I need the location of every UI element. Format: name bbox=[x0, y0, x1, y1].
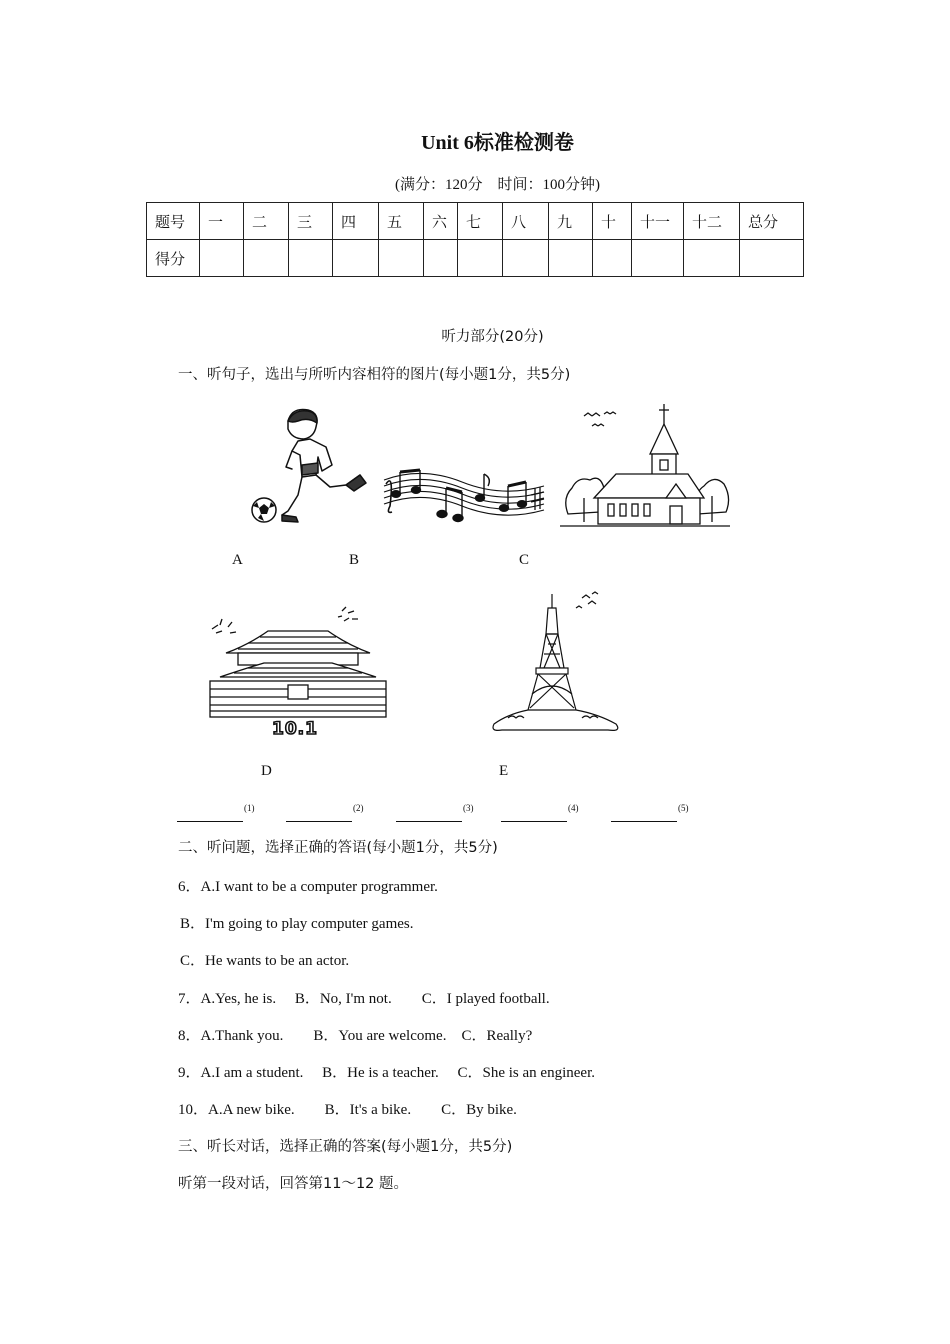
picture-label-b: B bbox=[349, 552, 360, 568]
score-cell[interactable] bbox=[333, 240, 379, 277]
score-cell[interactable] bbox=[244, 240, 289, 277]
table-cell: 题号 bbox=[147, 203, 200, 240]
score-table-header-row bbox=[147, 203, 804, 240]
table-cell: 得分 bbox=[147, 240, 200, 277]
picture-label-a: A bbox=[232, 552, 243, 568]
table-cell: 九 bbox=[549, 203, 593, 240]
table-cell: 五 bbox=[379, 203, 424, 240]
tiananmen-icon bbox=[208, 605, 388, 720]
table-cell: 一 bbox=[200, 203, 244, 240]
question-line: C．He wants to be an actor. bbox=[180, 953, 350, 969]
table-cell: 二 bbox=[244, 203, 289, 240]
picture-label-d: D bbox=[261, 763, 272, 779]
table-cell: 八 bbox=[503, 203, 549, 240]
question-line: 10．A.A new bike. B．It's a bike. C．By bike. bbox=[178, 1102, 517, 1118]
table-cell: 七 bbox=[458, 203, 503, 240]
church-icon bbox=[558, 402, 733, 530]
part3-note: 听第一段对话，回答第11～12 题。 bbox=[178, 1176, 409, 1192]
listening-section-title: 听力部分(20分) bbox=[441, 329, 544, 345]
answer-blank[interactable]: (5) bbox=[611, 803, 689, 822]
part2-title: 二、听问题，选择正确的答语(每小题1分，共5分) bbox=[178, 840, 498, 856]
question-line: 9．A.I am a student. B．He is a teacher. C．She is an engineer. bbox=[178, 1065, 595, 1081]
score-cell[interactable] bbox=[593, 240, 632, 277]
part3-title: 三、听长对话，选择正确的答案(每小题1分，共5分) bbox=[178, 1139, 513, 1155]
picture-label-e: E bbox=[499, 763, 509, 779]
picture-label-c: C bbox=[519, 552, 530, 568]
score-cell[interactable] bbox=[684, 240, 740, 277]
table-cell: 十二 bbox=[684, 203, 740, 240]
table-cell: 十一 bbox=[632, 203, 684, 240]
score-table-score-row bbox=[147, 240, 804, 277]
score-cell[interactable] bbox=[200, 240, 244, 277]
table-cell: 六 bbox=[424, 203, 458, 240]
answer-blank[interactable]: (4) bbox=[501, 803, 579, 822]
question-line: 8．A.Thank you. B．You are welcome. C．Really? bbox=[178, 1028, 533, 1044]
table-cell: 总分 bbox=[740, 203, 804, 240]
score-cell[interactable] bbox=[549, 240, 593, 277]
page-title: Unit 6标准检测卷 bbox=[421, 132, 574, 154]
page-subtitle: (满分：120分 时间：100分钟) bbox=[395, 177, 600, 193]
question-line: 6．A.I want to be a computer programmer. bbox=[178, 879, 438, 895]
answer-blank[interactable]: (3) bbox=[396, 803, 474, 822]
score-cell[interactable] bbox=[740, 240, 804, 277]
answer-blank[interactable]: (1) bbox=[177, 803, 255, 822]
answer-blank[interactable]: (2) bbox=[286, 803, 364, 822]
score-cell[interactable] bbox=[424, 240, 458, 277]
score-table bbox=[146, 202, 804, 277]
table-cell: 三 bbox=[289, 203, 333, 240]
tiananmen-caption: 10.1 bbox=[272, 719, 318, 739]
part1-title: 一、听句子，选出与所听内容相符的图片(每小题1分，共5分) bbox=[178, 367, 571, 383]
score-cell[interactable] bbox=[503, 240, 549, 277]
table-cell: 十 bbox=[593, 203, 632, 240]
score-cell[interactable] bbox=[632, 240, 684, 277]
table-cell: 四 bbox=[333, 203, 379, 240]
score-cell[interactable] bbox=[379, 240, 424, 277]
music-notes-icon bbox=[382, 462, 547, 530]
question-line: B．I'm going to play computer games. bbox=[180, 916, 414, 932]
boy-playing-football-icon bbox=[248, 405, 370, 530]
eiffel-tower-icon bbox=[488, 590, 623, 740]
score-cell[interactable] bbox=[289, 240, 333, 277]
question-line: 7．A.Yes, he is. B．No, I'm not. C．I played football. bbox=[178, 991, 550, 1007]
score-cell[interactable] bbox=[458, 240, 503, 277]
